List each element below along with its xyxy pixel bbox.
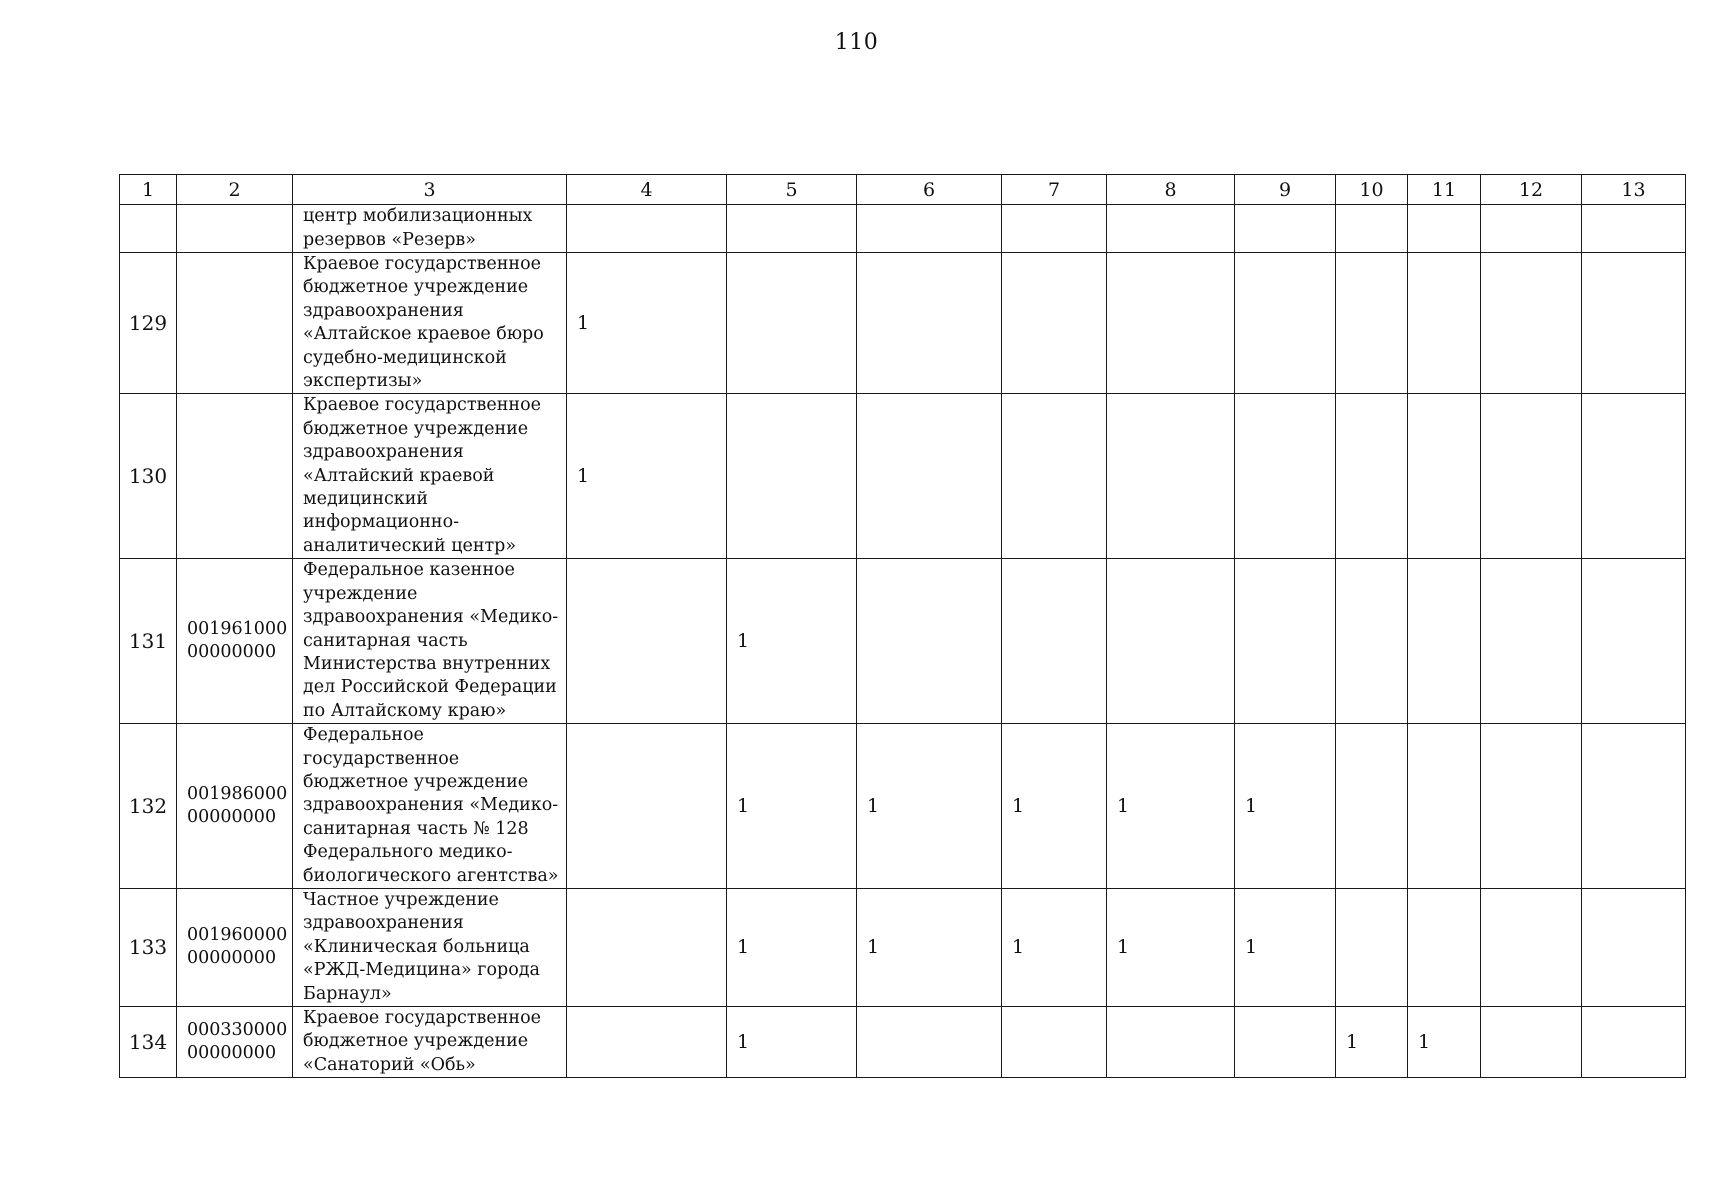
- mark-cell: [1107, 394, 1235, 559]
- registry-code: [177, 888, 293, 1006]
- row-number: 132: [120, 724, 177, 889]
- mark-cell: [1336, 205, 1408, 253]
- row-number: [120, 205, 177, 253]
- mark-cell: [1336, 253, 1408, 394]
- mark-cell: [1481, 559, 1582, 724]
- organization-name: Федеральное казенное учреждение здравоохранения «Медико-санитарная часть Министерства внутренних дел Российской Федерации по Алтайскому краю»: [293, 559, 567, 724]
- registry-code-line: 00000000: [187, 948, 277, 969]
- mark-cell: [1582, 888, 1686, 1006]
- column-header: 2: [177, 175, 293, 205]
- organization-name: центр мобилизационных резервов «Резерв»: [293, 205, 567, 253]
- mark-cell: 1: [857, 888, 1002, 1006]
- registry-code-line: 001986000: [187, 784, 288, 805]
- organization-name: Краевое государственное бюджетное учреждение здравоохранения «Алтайский краевой медицинский информационно-аналитический центр»: [293, 394, 567, 559]
- mark-cell: [857, 205, 1002, 253]
- mark-cell: 1: [1002, 888, 1107, 1006]
- mark-cell: [1582, 724, 1686, 889]
- organization-name: Краевое государственное бюджетное учреждение «Санаторий «Обь»: [293, 1007, 567, 1078]
- column-header: 9: [1235, 175, 1336, 205]
- mark-cell: [1336, 394, 1408, 559]
- mark-cell: 1: [727, 888, 857, 1006]
- mark-cell: 1: [1107, 724, 1235, 889]
- table-row: [120, 559, 1686, 724]
- mark-cell: 1: [727, 559, 857, 724]
- mark-cell: 1: [567, 394, 727, 559]
- mark-cell: 1: [727, 724, 857, 889]
- mark-cell: [567, 724, 727, 889]
- data-table: [119, 174, 1686, 1078]
- mark-cell: [1582, 394, 1686, 559]
- mark-cell: [1107, 559, 1235, 724]
- mark-cell: [1107, 253, 1235, 394]
- mark-cell: [1582, 205, 1686, 253]
- registry-code: [177, 559, 293, 724]
- mark-cell: 1: [1235, 888, 1336, 1006]
- mark-cell: [1002, 559, 1107, 724]
- registry-code-line: 00000000: [187, 1043, 277, 1064]
- mark-cell: 1: [857, 724, 1002, 889]
- mark-cell: [1481, 724, 1582, 889]
- mark-cell: 1: [1336, 1007, 1408, 1078]
- mark-cell: [727, 394, 857, 559]
- column-header: 12: [1481, 175, 1582, 205]
- mark-cell: 1: [1408, 1007, 1481, 1078]
- mark-cell: [1481, 205, 1582, 253]
- mark-cell: [1582, 1007, 1686, 1078]
- registry-code-line: 001961000: [187, 619, 288, 640]
- mark-cell: [567, 205, 727, 253]
- mark-cell: [1408, 205, 1481, 253]
- mark-cell: [567, 888, 727, 1006]
- mark-cell: 1: [1235, 724, 1336, 889]
- mark-cell: 1: [727, 1007, 857, 1078]
- table-row: [120, 253, 1686, 394]
- column-header: 10: [1336, 175, 1408, 205]
- mark-cell: [1408, 394, 1481, 559]
- mark-cell: [567, 559, 727, 724]
- column-header: 4: [567, 175, 727, 205]
- registry-code: [177, 1007, 293, 1078]
- mark-cell: [1002, 1007, 1107, 1078]
- mark-cell: [1408, 559, 1481, 724]
- mark-cell: [857, 394, 1002, 559]
- row-number: 129: [120, 253, 177, 394]
- mark-cell: [1235, 394, 1336, 559]
- registry-code-line: 000330000: [187, 1020, 288, 1041]
- row-number: 130: [120, 394, 177, 559]
- column-header: 11: [1408, 175, 1481, 205]
- mark-cell: [1235, 559, 1336, 724]
- column-header: 13: [1582, 175, 1686, 205]
- page-number: 110: [834, 30, 879, 55]
- registry-code-line: 001960000: [187, 925, 288, 946]
- row-number: 131: [120, 559, 177, 724]
- mark-cell: [727, 253, 857, 394]
- mark-cell: [1336, 724, 1408, 889]
- table-row: [120, 394, 1686, 559]
- mark-cell: [727, 205, 857, 253]
- organization-name: Краевое государственное бюджетное учреждение здравоохранения «Алтайское краевое бюро судебно-медицинской экспертизы»: [293, 253, 567, 394]
- registry-code: [177, 205, 293, 253]
- mark-cell: [1002, 205, 1107, 253]
- column-header: 7: [1002, 175, 1107, 205]
- column-header: 8: [1107, 175, 1235, 205]
- table-row: [120, 724, 1686, 889]
- mark-cell: [857, 1007, 1002, 1078]
- organization-name: Частное учреждение здравоохранения «Клиническая больница «РЖД-Медицина» города Барнаул»: [293, 888, 567, 1006]
- registry-code: [177, 394, 293, 559]
- mark-cell: [1408, 888, 1481, 1006]
- mark-cell: [1481, 888, 1582, 1006]
- mark-cell: [1336, 559, 1408, 724]
- table-row: [120, 205, 1686, 253]
- registry-code-line: 00000000: [187, 807, 277, 828]
- header-row: [120, 175, 1686, 205]
- mark-cell: [1235, 253, 1336, 394]
- column-header: 6: [857, 175, 1002, 205]
- mark-cell: [1582, 559, 1686, 724]
- mark-cell: 1: [567, 253, 727, 394]
- row-number: 133: [120, 888, 177, 1006]
- mark-cell: [1481, 1007, 1582, 1078]
- organization-name: Федеральное государственное бюджетное учреждение здравоохранения «Медико-санитарная часть № 128 Федерального медико-биологического агентства»: [293, 724, 567, 889]
- row-number: 134: [120, 1007, 177, 1078]
- column-header: 1: [120, 175, 177, 205]
- mark-cell: [857, 253, 1002, 394]
- mark-cell: [1235, 1007, 1336, 1078]
- registry-code-line: 00000000: [187, 642, 277, 663]
- mark-cell: [1336, 888, 1408, 1006]
- column-header: 5: [727, 175, 857, 205]
- mark-cell: [1481, 394, 1582, 559]
- mark-cell: [1002, 394, 1107, 559]
- registry-code: [177, 724, 293, 889]
- table-row: [120, 1007, 1686, 1078]
- mark-cell: 1: [1002, 724, 1107, 889]
- mark-cell: 1: [1107, 888, 1235, 1006]
- mark-cell: [1107, 205, 1235, 253]
- mark-cell: [1408, 724, 1481, 889]
- mark-cell: [1002, 253, 1107, 394]
- mark-cell: [857, 559, 1002, 724]
- mark-cell: [1582, 253, 1686, 394]
- table-body: [120, 205, 1686, 1078]
- column-header: 3: [293, 175, 567, 205]
- registry-code: [177, 253, 293, 394]
- mark-cell: [567, 1007, 727, 1078]
- mark-cell: [1408, 253, 1481, 394]
- table-row: [120, 888, 1686, 1006]
- mark-cell: [1107, 1007, 1235, 1078]
- mark-cell: [1235, 205, 1336, 253]
- mark-cell: [1481, 253, 1582, 394]
